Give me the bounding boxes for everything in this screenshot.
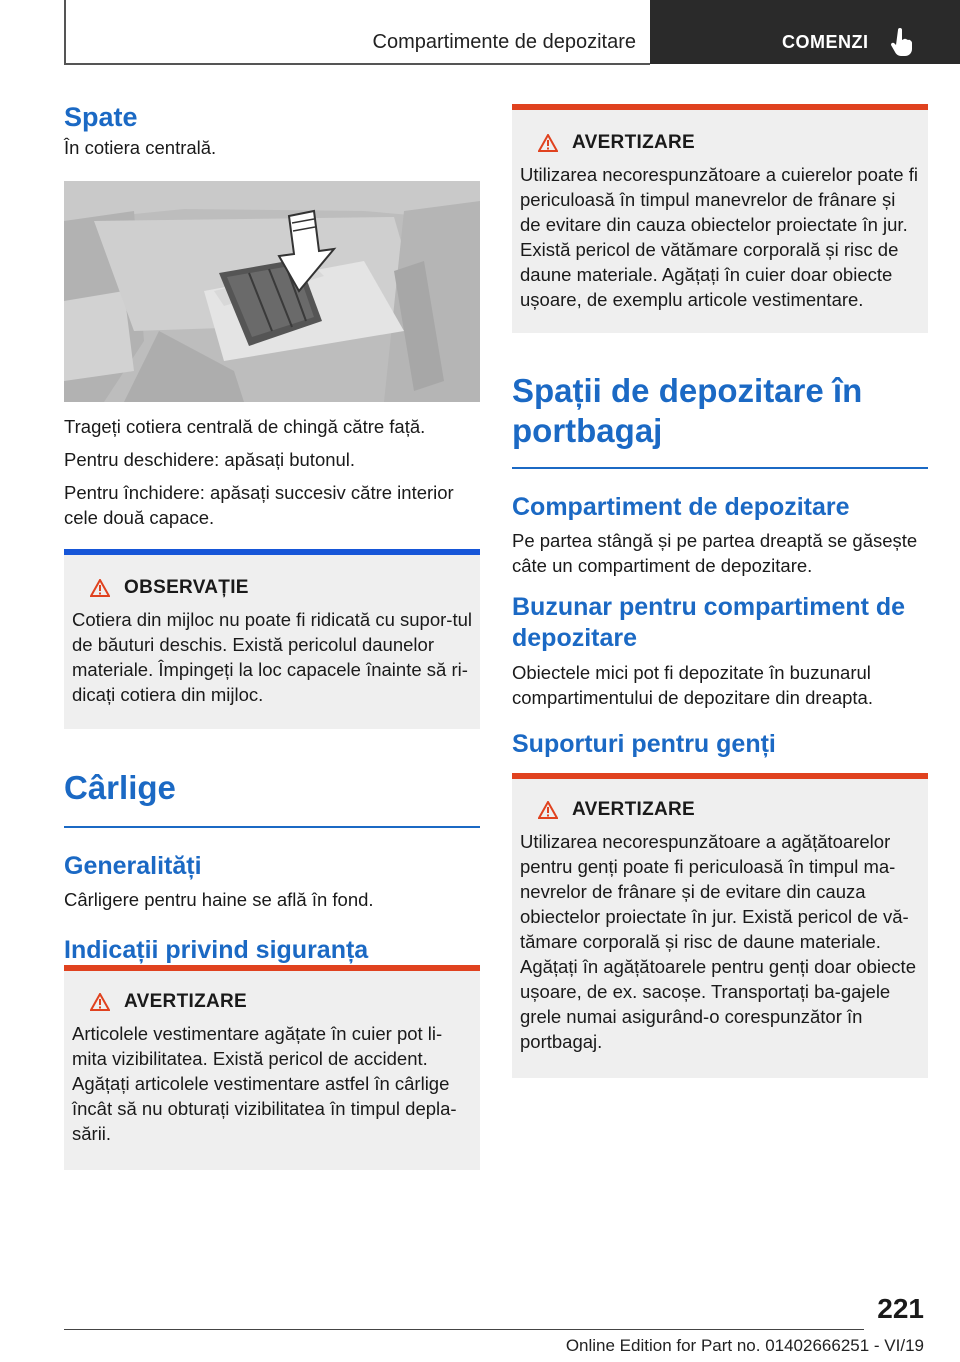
note-text: Cotiera din mijloc nu poate fi ridicată cu supor-tul de băuturi deschis. Există pericolul daunelor materiale. Împingeți la loc capacele înainte să ri-dicați cotiera din mijloc. (72, 609, 472, 705)
warning-box-cuier (512, 104, 928, 333)
heading-suporturi: Suporturi pentru genți (512, 730, 776, 758)
warning-header (520, 132, 920, 154)
warning-title: AVERTIZARE (572, 132, 695, 153)
heading-carlige: Cârlige (64, 769, 176, 806)
warning-box-hooks (64, 965, 480, 1170)
note-title: OBSERVAȚIE (124, 577, 249, 598)
armrest-illustration (64, 181, 480, 402)
tab-comenzi-label: COMENZI (782, 31, 869, 52)
note-header (72, 577, 472, 599)
warning-triangle-icon (538, 134, 558, 152)
warning-text: Utilizarea necorespunzătoare a agățătoarelor pentru genți poate fi periculoasă în timpul ma-nevrelor de frânare și de evitare din cauza obiectelor proiectate în jur. Există pericol de vă-tămare corporală și risc de daune materiale. Agățați în agățătoarele pentru genți doar obiecte ușoare, de ex. sacoșe. Transportați ba-gajele grele numai asigurând-o corespunzător în portbagaj. (520, 831, 916, 1052)
page-number: 221 (877, 1293, 924, 1324)
heading-generalitati: Generalități (64, 852, 202, 880)
instruction-open: Pentru deschidere: apăsați butonul. (64, 449, 356, 470)
heading-compartiment: Compartiment de depozitare (512, 493, 850, 521)
warning-header (520, 799, 920, 821)
warning-bar (512, 773, 928, 779)
compartiment-text: Pe partea stângă și pe partea dreaptă se găsește câte un compartiment de depozitare. (512, 530, 918, 576)
warning-text: Utilizarea necorespunzătoare a cuierelor poate fi periculoasă în timpul manevrelor de frânare și de evitare din cauza obiectelor proiectate în jur. Există pericol de vătămare corporală și risc de daune materiale. Agățați în cuier doar obiecte ușoare, de exemplu articole vestimentare. (520, 164, 918, 310)
left-column (64, 102, 480, 160)
heading-spate: Spate (64, 102, 138, 132)
warning-title: AVERTIZARE (572, 799, 695, 820)
carlige-rule (64, 826, 480, 828)
warning-text: Articolele vestimentare agățate în cuier pot li-mita vizibilitatea. Există pericol de accident. Agățați articolele vestimentare astfel în cârlige încât să nu obturați vizibilitatea în timpul depla-sării. (72, 1023, 457, 1144)
note-bar (64, 549, 480, 555)
warning-triangle-icon (90, 579, 110, 597)
hand-pointer-icon (889, 28, 915, 56)
warning-title: AVERTIZARE (124, 991, 247, 1012)
portbagaj-rule (512, 467, 928, 469)
header-title: Compartimente de depozitare (372, 31, 636, 53)
heading-buzunar: Buzunar pentru compartiment de depozitare (512, 593, 906, 652)
instruction-close: Pentru închidere: apăsați succesiv către interior cele două capace. (64, 482, 454, 528)
warning-box-genti (512, 773, 928, 1078)
generalitati-text: Cârligere pentru haine se află în fond. (64, 889, 374, 910)
heading-indicatii: Indicații privind siguranța (64, 936, 369, 964)
heading-spatii-portbagaj: Spații de depozitare în portbagaj (512, 372, 863, 449)
tab-comenzi[interactable] (650, 0, 960, 64)
warning-bar (512, 104, 928, 110)
warning-bar (64, 965, 480, 971)
warning-header (72, 991, 472, 1013)
instruction-pull: Trageți cotiera centrală de chingă către față. (64, 416, 426, 437)
buzunar-text: Obiectele mici pot fi depozitate în buzunarul compartimentului de depozitare din dreapta. (512, 662, 873, 708)
warning-triangle-icon (90, 993, 110, 1011)
spate-text: În cotiera centrală. (64, 137, 217, 158)
footer-rule (64, 1329, 864, 1330)
note-box (64, 549, 480, 729)
warning-triangle-icon (538, 801, 558, 819)
portbagaj-section (512, 371, 928, 759)
left-instructions (64, 414, 480, 530)
footer-edition: Online Edition for Part no. 01402666251 - VI/19 (565, 1336, 924, 1355)
carlige-section (64, 768, 480, 965)
